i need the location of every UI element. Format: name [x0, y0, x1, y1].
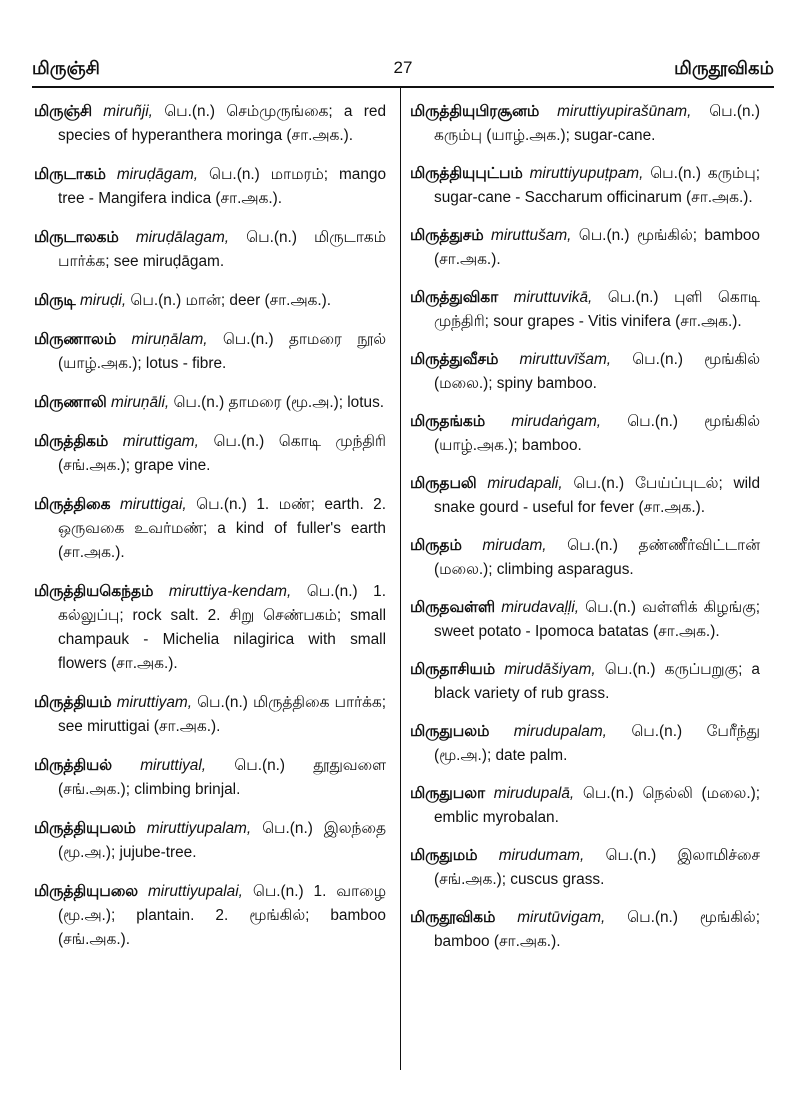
right-column [410, 100, 760, 968]
entry-transliteration: mirudam, [482, 537, 547, 554]
dictionary-entry [410, 162, 760, 210]
dictionary-entry [410, 906, 760, 954]
dictionary-entry [34, 391, 386, 415]
entry-definition: பெ.(n.) தண்ணீர்விட்டான் (மலை.); climbing asparagus. [434, 537, 760, 578]
dictionary-entry [34, 289, 386, 313]
dictionary-entry [410, 844, 760, 892]
entry-transliteration: mirudaṅgam, [511, 413, 602, 430]
dictionary-entry [34, 493, 386, 565]
dictionary-entry [34, 163, 386, 211]
entry-transliteration: miruttiyal, [140, 757, 207, 774]
entry-transliteration: miruḍāgam, [116, 166, 199, 183]
entry-transliteration: miruḍi, [79, 292, 127, 309]
entry-headword: மிருதபலி [410, 475, 477, 492]
entry-transliteration: miruṇālam, [131, 331, 208, 348]
entry-definition: பெ.(n.) தாமரை (மூ.அ.); lotus. [173, 394, 385, 411]
dictionary-entry [34, 580, 386, 676]
dictionary-entry [34, 880, 386, 952]
dictionary-entry [410, 472, 760, 520]
entry-headword: மிருணாலி [34, 394, 107, 411]
entry-transliteration: mirudapali, [487, 475, 563, 492]
entry-transliteration: miruṇāli, [111, 394, 170, 411]
entry-definition: பெ.(n.) பேரீந்து (மூ.அ.); date palm. [434, 723, 760, 764]
dictionary-entry [410, 596, 760, 644]
entry-transliteration: miruñji, [103, 103, 153, 120]
entry-definition: பெ.(n.) கரும்பு (யாழ்.அக.); sugar-cane. [434, 103, 760, 144]
entry-headword: மிருடி [34, 292, 76, 309]
entry-definition: பெ.(n.) இலாமிச்சை (சங்.அக.); cuscus grass. [434, 847, 760, 888]
entry-headword: மிருத்தியுபலம் [34, 820, 136, 837]
entry-headword: மிருடாகம் [34, 166, 106, 183]
entry-headword: மிருணாலம் [34, 331, 117, 348]
entry-definition: பெ.(n.) மூங்கில்; bamboo (சா.அக.). [434, 227, 760, 268]
dictionary-entry [34, 691, 386, 739]
page-header [32, 58, 774, 84]
entry-transliteration: mirudumam, [498, 847, 585, 864]
entry-definition: பெ.(n.) புளி கொடி முந்திரி; sour grapes - Vitis vinifera (சா.அக.). [434, 289, 760, 330]
dictionary-entry [410, 534, 760, 582]
entry-transliteration: miruttigam, [122, 433, 199, 450]
entry-definition: பெ.(n.) 1. மண்; earth. 2. ஒருவகை உவர்மண்; a kind of fuller's earth (சா.அக.). [58, 496, 387, 561]
entry-definition: பெ.(n.) மிருத்திகை பார்க்க; see miruttigai (சா.அக.). [58, 694, 386, 735]
entry-transliteration: miruttigai, [119, 496, 187, 513]
entry-definition: பெ.(n.) கொடி முந்திரி (சங்.அக.); grape vine. [58, 433, 387, 474]
running-head-right: மிருதூவிகம் [674, 58, 774, 78]
entry-headword: மிருதங்கம் [410, 413, 486, 430]
dictionary-entry [34, 430, 386, 478]
dictionary-entry [34, 817, 386, 865]
entry-headword: மிருத்திகை [34, 496, 111, 513]
entry-headword: மிருதூவிகம் [410, 909, 496, 926]
entry-transliteration: miruḍālagam, [135, 229, 230, 246]
entry-definition: பெ.(n.) கருப்பறுகு; a black variety of rub grass. [434, 661, 760, 702]
entry-headword: மிருத்தியகெந்தம் [34, 583, 154, 600]
running-head-left: மிருஞ்சி [32, 58, 100, 78]
entry-headword: மிருதுபலம் [410, 723, 490, 740]
left-column [34, 100, 386, 967]
column-divider [400, 88, 401, 1070]
entry-definition: பெ.(n.) இலந்தை (மூ.அ.); jujube-tree. [58, 820, 386, 861]
entry-definition: பெ.(n.) செம்முருங்கை; a red species of hyperanthera moringa (சா.அக.). [58, 103, 386, 144]
entry-transliteration: miruttuvikā, [513, 289, 593, 306]
entry-definition: பெ.(n.) தூதுவளை (சங்.அக.); climbing brinjal. [58, 757, 386, 798]
entry-headword: மிருடாலகம் [34, 229, 119, 246]
entry-transliteration: miruttiyupalai, [147, 883, 243, 900]
dictionary-entry [410, 348, 760, 396]
entry-headword: மிருதாசியம் [410, 661, 496, 678]
entry-definition: பெ.(n.) மூங்கில்; bamboo (சா.அக.). [434, 909, 760, 950]
entry-definition: பெ.(n.) மிருடாகம் பார்க்க; see miruḍāgam. [58, 229, 386, 270]
page-number: 27 [393, 58, 413, 77]
entry-definition: பெ.(n.) 1. கல்லுப்பு; rock salt. 2. சிறு செண்பகம்; small champauk - Michelia nilagirica with small flowers (சா.அக.). [58, 583, 386, 672]
dictionary-entry [34, 754, 386, 802]
entry-transliteration: miruttiyam, [116, 694, 192, 711]
entry-headword: மிருத்தியுபிரசூனம் [410, 103, 540, 120]
entry-headword: மிருதம் [410, 537, 462, 554]
entry-headword: மிருஞ்சி [34, 103, 93, 120]
entry-headword: மிருதுமம் [410, 847, 478, 864]
entry-headword: மிருத்தியுபலை [34, 883, 139, 900]
entry-definition: பெ.(n.) மாமரம்; mango tree - Mangifera indica (சா.அக.). [58, 166, 387, 207]
entry-transliteration: miruttuvīšam, [519, 351, 612, 368]
entry-transliteration: mirudupalam, [513, 723, 607, 740]
entry-definition: பெ.(n.) தாமரை நூல் (யாழ்.அக.); lotus - fibre. [58, 331, 387, 372]
entry-definition: பெ.(n.) நெல்லி (மலை.); emblic myrobalan. [434, 785, 760, 826]
dictionary-entry [410, 286, 760, 334]
entry-transliteration: mirudupalā, [493, 785, 575, 802]
entry-headword: மிருத்தியுபுட்பம் [410, 165, 523, 182]
entry-headword: மிருத்தியம் [34, 694, 112, 711]
dictionary-entry [34, 100, 386, 148]
dictionary-entry [410, 100, 760, 148]
dictionary-entry [410, 782, 760, 830]
entry-definition: பெ.(n.) மூங்கில் (யாழ்.அக.); bamboo. [434, 413, 761, 454]
entry-transliteration: miruttiyupirašūnam, [557, 103, 692, 120]
dictionary-entry [410, 224, 760, 272]
entry-headword: மிருத்திகம் [34, 433, 109, 450]
entry-transliteration: mirudavaḷḷi, [501, 599, 580, 616]
entry-definition: பெ.(n.) பேய்ப்புடல்; wild snake gourd - useful for fever (சா.அக.). [434, 475, 760, 516]
entry-headword: மிருதுபலா [410, 785, 486, 802]
header-rule [32, 86, 774, 88]
entry-headword: மிருத்துசம் [410, 227, 484, 244]
entry-definition: பெ.(n.) மான்; deer (சா.அக.). [130, 292, 332, 309]
entry-definition: பெ.(n.) மூங்கில் (மலை.); spiny bamboo. [434, 351, 761, 392]
dictionary-entry [410, 658, 760, 706]
entry-headword: மிருத்துவிகா [410, 289, 499, 306]
entry-definition: பெ.(n.) 1. வாழை (மூ.அ.); plantain. 2. மூங்கில்; bamboo (சங்.அக.). [58, 883, 387, 948]
entry-headword: மிருத்தியல் [34, 757, 113, 774]
entry-headword: மிருதவள்ளி [410, 599, 496, 616]
entry-transliteration: miruttiya-kendam, [168, 583, 292, 600]
dictionary-entry [34, 226, 386, 274]
entry-headword: மிருத்துவீசம் [410, 351, 499, 368]
dictionary-entry [410, 720, 760, 768]
entry-transliteration: mirudāšiyam, [504, 661, 596, 678]
entry-transliteration: miruttiyupuṭpam, [529, 165, 644, 182]
entry-definition: பெ.(n.) வள்ளிக் கிழங்கு; sweet potato - Ipomoca batatas (சா.அக.). [434, 599, 761, 640]
entry-transliteration: miruttiyupalam, [146, 820, 252, 837]
entry-transliteration: mirutūvigam, [517, 909, 606, 926]
entry-definition: பெ.(n.) கரும்பு; sugar-cane - Saccharum officinarum (சா.அக.). [434, 165, 761, 206]
dictionary-entry [410, 410, 760, 458]
entry-transliteration: miruttušam, [491, 227, 572, 244]
dictionary-entry [34, 328, 386, 376]
